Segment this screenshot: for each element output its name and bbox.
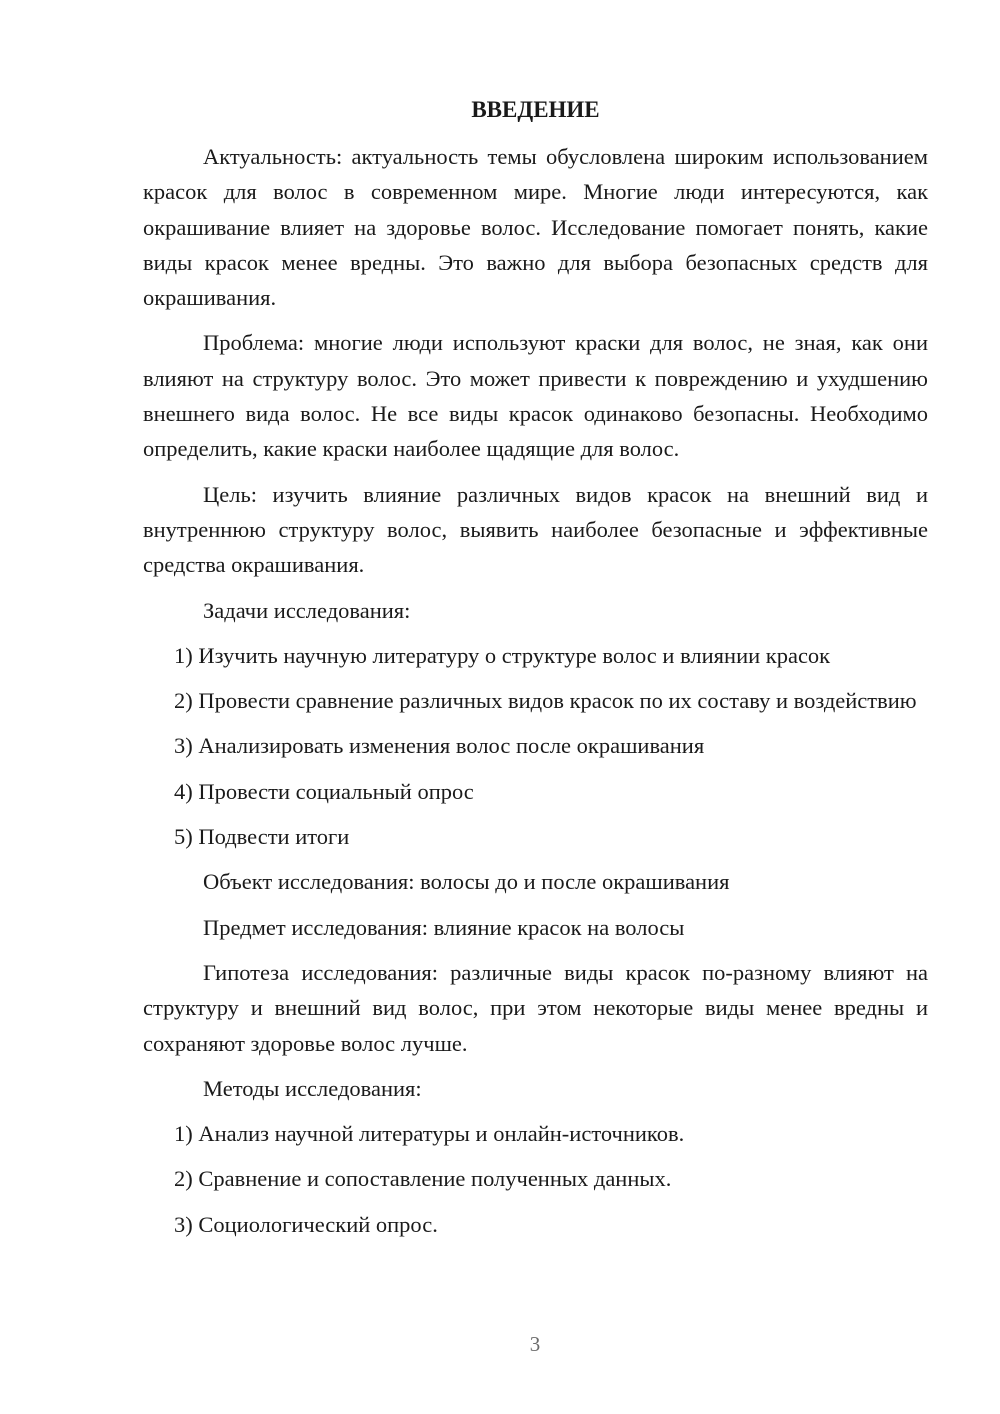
page-number: 3 bbox=[529, 1332, 541, 1356]
problem-paragraph: Проблема: многие люди используют краски для волос, не зная, как они влияют на структуру волос. Это может привести к повреждению и ухудшению внешнего вида волос. Не все виды красок одинаково безопасны. Необходимо определить, какие краски наиболее щадящие для волос. bbox=[143, 330, 928, 462]
method-item: 2) Сравнение и сопоставление полученных данных. bbox=[174, 1166, 672, 1192]
method-item: 1) Анализ научной литературы и онлайн-источников. bbox=[174, 1121, 685, 1147]
object-paragraph: Объект исследования: волосы до и после окрашивания bbox=[203, 869, 730, 895]
document-page bbox=[143, 94, 928, 1252]
task-item: 4) Провести социальный опрос bbox=[174, 778, 474, 804]
goal-paragraph: Цель: изучить влияние различных видов красок на внешний вид и внутреннюю структуру волос, выявить наиболее безопасные и эффективные средства окрашивания. bbox=[143, 481, 928, 578]
hypothesis-paragraph: Гипотеза исследования: различные виды красок по-разному влияют на структуру и внешний вид волос, при этом некоторые виды менее вредны и сохраняют здоровье волос лучше. bbox=[143, 959, 928, 1056]
subject-paragraph: Предмет исследования: влияние красок на волосы bbox=[203, 914, 685, 940]
methods-heading: Методы исследования: bbox=[203, 1075, 422, 1101]
tasks-heading: Задачи исследования: bbox=[203, 597, 411, 623]
relevance-paragraph: Актуальность: актуальность темы обусловлена широким использованием красок для волос в современном мире. Многие люди интересуются, как окрашивание влияет на здоровье волос. Исследование помогает понять, какие виды красок менее вредны. Это важно для выбора безопасных средств для окрашивания. bbox=[143, 144, 928, 311]
task-item: 2) Провести сравнение различных видов красок по их составу и воздействию bbox=[174, 688, 917, 714]
method-item: 3) Социологический опрос. bbox=[174, 1211, 438, 1237]
task-item: 5) Подвести итоги bbox=[174, 824, 350, 850]
section-title: ВВЕДЕНИЕ bbox=[471, 97, 600, 122]
task-item: 3) Анализировать изменения волос после окрашивания bbox=[174, 733, 705, 759]
task-item: 1) Изучить научную литературу о структуре волос и влиянии красок bbox=[174, 642, 831, 668]
